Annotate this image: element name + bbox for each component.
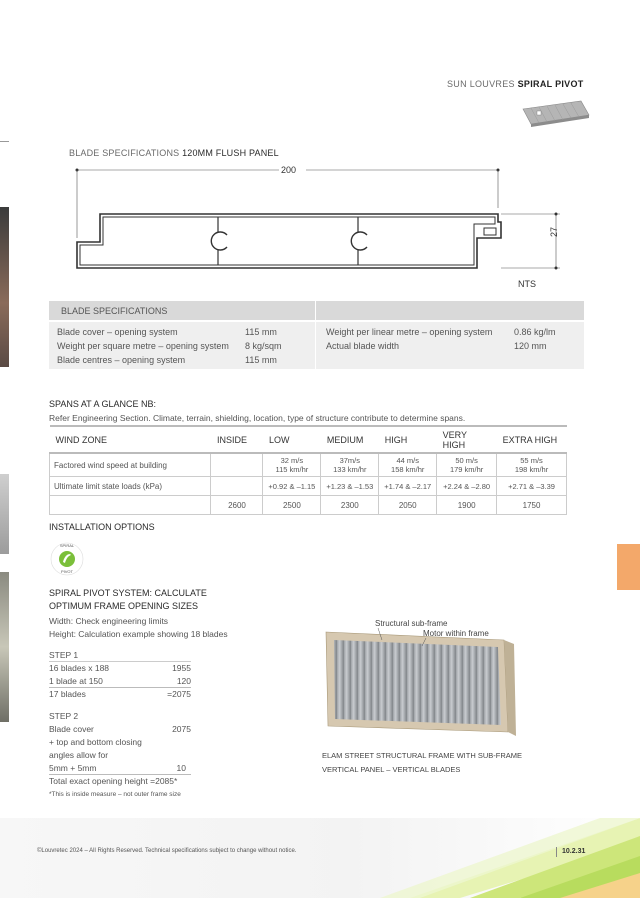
louvre-thumbnail — [521, 97, 591, 127]
spans-note: Refer Engineering Section. Climate, terrain, shielding, location, type of structure contribute to determine spans. — [49, 413, 466, 423]
installation-title: INSTALLATION OPTIONS — [49, 522, 155, 532]
load-cell: +1.74 & –2.17 — [379, 477, 437, 496]
wind-speed-label: Factored wind speed at building — [50, 453, 211, 477]
calc-width-note: Width: Check engineering limits — [49, 616, 169, 626]
wind-speed-row — [50, 453, 567, 477]
step1-sum-rule — [49, 687, 191, 688]
width-dimension-label: 200 — [281, 165, 297, 175]
span-value: 2500 — [263, 496, 321, 515]
step1-row-value: =2075 — [167, 689, 191, 699]
step1-row-value: 1955 — [172, 663, 191, 673]
blade-title-prefix: BLADE SPECIFICATIONS — [69, 148, 183, 158]
step2-row-label: angles allow for — [49, 750, 109, 760]
step2-row-value: 10 — [176, 763, 186, 773]
step2-row-label: Blade cover — [49, 724, 94, 734]
col-inside: INSIDE — [211, 426, 263, 453]
span-value: 1900 — [437, 496, 497, 515]
page-edge-rule — [0, 141, 9, 142]
col-wind-zone: WIND ZONE — [50, 426, 211, 453]
spec-left-label: Blade centres – opening system — [57, 355, 186, 365]
span-values-label — [50, 496, 211, 515]
spec-right-value: 120 mm — [514, 341, 547, 351]
wind-speed-cell: 32 m/s 115 km/hr — [263, 453, 321, 477]
span-values-row — [50, 496, 567, 515]
height-dimension-label: 27 — [549, 226, 559, 237]
step1-row-value: 120 — [176, 676, 191, 686]
edge-photo-3 — [0, 572, 9, 722]
blade-title-strong: 120MM FLUSH PANEL — [182, 148, 279, 158]
col-low: LOW — [263, 426, 321, 453]
col-medium: MEDIUM — [321, 426, 379, 453]
load-cell: +2.24 & –2.80 — [437, 477, 497, 496]
spec-left-label: Weight per square metre – opening system — [57, 341, 229, 351]
wind-speed-inside — [211, 453, 263, 477]
loads-inside — [211, 477, 263, 496]
span-value: 2600 — [211, 496, 263, 515]
spec-left-value: 8 kg/sqm — [245, 341, 282, 351]
step2-label: STEP 2 — [49, 711, 79, 721]
callout-motor: Motor within frame — [423, 629, 489, 638]
span-value: 2050 — [379, 496, 437, 515]
wind-speed-cell: 44 m/s 158 km/hr — [379, 453, 437, 477]
step1-label: STEP 1 — [49, 650, 79, 660]
spans-header-row — [50, 426, 567, 453]
step1-row-label: 1 blade at 150 — [49, 676, 103, 686]
page-number: 10.2.31 — [562, 848, 586, 855]
calc-title-1: SPIRAL PIVOT SYSTEM: CALCULATE — [49, 588, 207, 598]
wind-speed-cell: 50 m/s 179 km/hr — [437, 453, 497, 477]
badge-top-text: SPIRAL — [59, 543, 75, 548]
spec-right-label: Weight per linear metre – opening system — [326, 327, 493, 337]
section-tab-marker — [617, 544, 640, 590]
step2-total: Total exact opening height =2085* — [49, 776, 178, 786]
step2-row-label: 5mm + 5mm — [49, 763, 97, 773]
wind-speed-cell: 55 m/s 198 km/hr — [497, 453, 567, 477]
blade-specs-body — [49, 322, 584, 369]
footer-gradient-band — [0, 818, 640, 898]
scale-note: NTS — [518, 279, 536, 289]
step2-row-value: 2075 — [172, 724, 191, 734]
header-prefix: SUN LOUVRES — [447, 79, 518, 89]
spec-right-value: 0.86 kg/lm — [514, 327, 556, 337]
load-cell: +0.92 & –1.15 — [263, 477, 321, 496]
step2-footnote: *This is inside measure – not outer frame size — [49, 791, 181, 798]
footer-page-divider — [556, 847, 557, 857]
col-very-high: VERY HIGH — [437, 426, 497, 453]
spec-left-value: 115 mm — [245, 355, 277, 365]
load-cell: +1.23 & –1.53 — [321, 477, 379, 496]
blade-profile-drawing — [70, 160, 570, 275]
step1-rule — [49, 661, 191, 662]
calc-title-2: OPTIMUM FRAME OPENING SIZES — [49, 601, 199, 611]
blade-specs-heading: BLADE SPECIFICATIONS — [61, 306, 168, 316]
loads-row — [50, 477, 567, 496]
calc-height-note: Height: Calculation example showing 18 blades — [49, 629, 228, 639]
section-header — [447, 79, 584, 89]
edge-photo-1 — [0, 207, 9, 367]
wind-speed-cell: 37m/s 133 km/hr — [321, 453, 379, 477]
step2-row-label: + top and bottom closing — [49, 737, 142, 747]
blade-drawing-title — [69, 148, 279, 158]
spans-table — [49, 425, 567, 515]
header-product: SPIRAL PIVOT — [517, 79, 584, 89]
figure-caption-1: ELAM STREET STRUCTURAL FRAME WITH SUB-FRAME — [322, 751, 523, 760]
span-value: 1750 — [497, 496, 567, 515]
step2-sum-rule — [49, 774, 191, 775]
spec-left-label: Blade cover – opening system — [57, 327, 178, 337]
col-extra-high: EXTRA HIGH — [497, 426, 567, 453]
step1-row-label: 17 blades — [49, 689, 86, 699]
blade-specs-table — [49, 301, 584, 369]
edge-photo-2 — [0, 474, 9, 554]
spiral-pivot-badge — [50, 542, 84, 576]
loads-label: Ultimate limit state loads (kPa) — [50, 477, 211, 496]
footer-copyright: ©Louvretec 2024 – All Rights Reserved. Technical specifications subject to change without notice. — [37, 848, 297, 854]
spec-left-value: 115 mm — [245, 327, 277, 337]
blade-specs-header — [49, 301, 584, 320]
span-value: 2300 — [321, 496, 379, 515]
col-high: HIGH — [379, 426, 437, 453]
spans-title: SPANS AT A GLANCE NB: — [49, 399, 157, 409]
callout-structural-subframe: Structural sub-frame — [375, 619, 448, 628]
step1-row-label: 16 blades x 188 — [49, 663, 110, 673]
load-cell: +2.71 & –3.39 — [497, 477, 567, 496]
frame-panel-illustration — [322, 628, 518, 740]
spec-right-label: Actual blade width — [326, 341, 400, 351]
figure-caption-2: VERTICAL PANEL – VERTICAL BLADES — [322, 765, 461, 774]
badge-bottom-text: PIVOT — [60, 569, 73, 574]
